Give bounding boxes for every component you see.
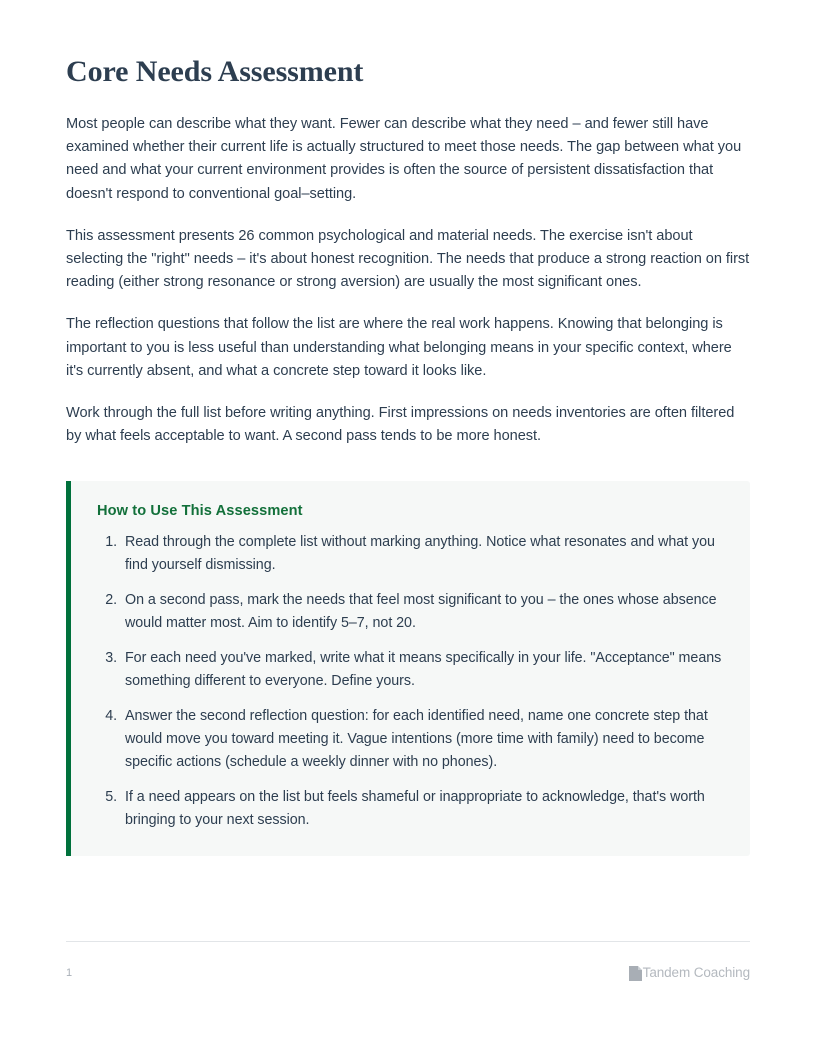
how-to-use-callout	[66, 481, 750, 856]
paragraph: This assessment presents 26 common psychological and material needs. The exercise isn't about selecting the "right" needs – it's about honest recognition. The needs that produce a strong reaction on first reading (either strong resonance or strong aversion) are usually the most significant ones.	[66, 227, 750, 291]
page-title: Core Needs Assessment	[66, 55, 364, 88]
list-item: 3. For each need you've marked, write what it means specifically in your life. "Acceptance" means something different to everyone. Define yours.	[121, 647, 724, 693]
callout-instruction-list	[97, 531, 724, 832]
footer-divider	[66, 941, 750, 942]
list-item: 1. Read through the complete list without marking anything. Notice what resonates and what you find yourself dismissing.	[121, 531, 724, 577]
brand-mark	[629, 965, 750, 980]
page-number: 1	[66, 966, 73, 979]
broken-image-icon	[629, 966, 642, 981]
paragraph: Most people can describe what they want. Fewer can describe what they need – and fewer still have examined whether their current life is actually structured to meet those needs. The gap between what you need and what your current environment provides is often the source of persistent dissatisfaction that doesn't respond to conventional goal–setting.	[66, 116, 742, 202]
intro-section	[66, 89, 750, 448]
list-item: 5. If a need appears on the list but feels shameful or inappropriate to acknowledge, that's worth bringing to your next session.	[121, 786, 724, 832]
brand-name: Tandem Coaching	[642, 965, 750, 980]
callout-title: How to Use This Assessment	[97, 503, 303, 520]
paragraph: Work through the full list before writing anything. First impressions on needs inventories are often filtered by what feels acceptable to want. A second pass tends to be more honest.	[66, 405, 735, 445]
list-item: 4. Answer the second reflection question: for each identified need, name one concrete step that would move you toward meeting it. Vague intentions (more time with family) need to become specific actions (schedule a weekly dinner with no phones).	[121, 705, 724, 774]
paragraph: The reflection questions that follow the list are where the real work happens. Knowing that belonging is important to you is less useful than understanding what belonging means in your specific context, where it's currently absent, and what a concrete step toward it looks like.	[66, 316, 732, 379]
page-footer	[66, 965, 750, 980]
list-item: 2. On a second pass, mark the needs that feel most significant to you – the ones whose absence would matter most. Aim to identify 5–7, not 20.	[121, 589, 724, 635]
